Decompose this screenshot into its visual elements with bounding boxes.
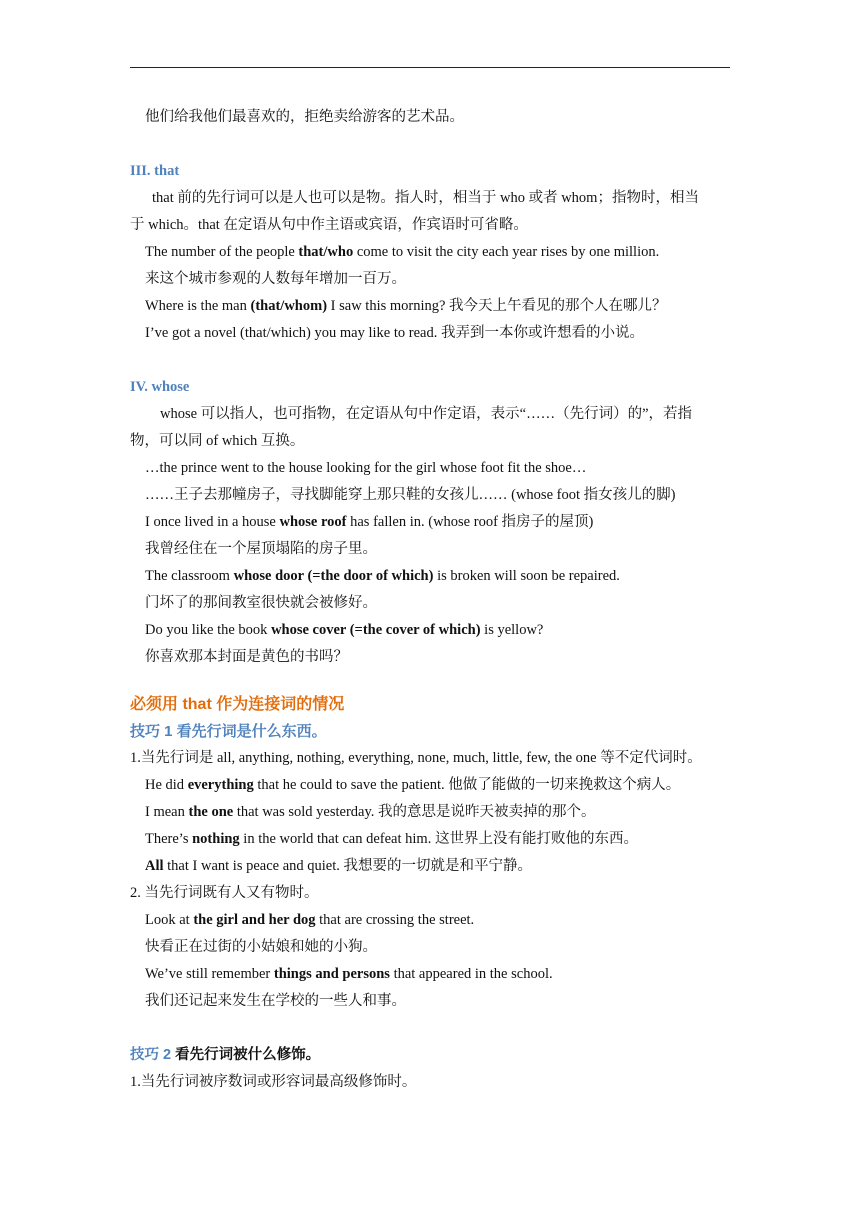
example-line: The classroom whose door (=the door of which) is broken will soon be repaired. xyxy=(145,568,620,584)
example-line: The number of the people that/who come to visit the city each year rises by one million. xyxy=(145,244,660,260)
example-line: There’s nothing in the world that can defeat him. 这世界上没有能打败他的东西。 xyxy=(145,831,638,847)
example-line: Do you like the book whose cover (=the cover of which) is yellow? xyxy=(145,622,544,638)
translation-line: 你喜欢那本封面是黄色的书吗？ xyxy=(145,649,348,665)
paragraph-whose-desc: whose 可以指人，也可指物，在定语从句中作定语，表示“……（先行词）的”，若指 xyxy=(160,406,693,422)
example-line: …the prince went to the house looking for the girl whose foot fit the shoe… xyxy=(145,460,587,476)
section-heading-must-that: 必须用 that 作为连接词的情况 xyxy=(130,696,345,713)
example-line: All that I want is peace and quiet. 我想要的一切就是和平宁静。 xyxy=(145,858,533,874)
example-line: He did everything that he could to save the patient. 他做了能做的一切来挽救这个病人。 xyxy=(145,777,681,793)
list-item: 1.当先行词被序数词或形容词最高级修饰时。 xyxy=(130,1074,417,1090)
example-line: Look at the girl and her dog that are crossing the street. xyxy=(145,912,475,928)
paragraph-that-desc: that 前的先行词可以是人也可以是物。指人时，相当于 who 或者 whom；指物时，相当 xyxy=(152,190,699,206)
translation-line: ……王子去那幢房子，寻找脚能穿上那只鞋的女孩儿…… (whose foot 指女孩儿的脚) xyxy=(145,487,676,503)
translation-line: 我们还记起来发生在学校的一些人和事。 xyxy=(145,993,406,1009)
list-item: 1.当先行词是 all, anything, nothing, everything, none, much, little, few, the one 等不定代词时。 xyxy=(130,750,702,766)
translation-line: 我曾经住在一个屋顶塌陷的房子里。 xyxy=(145,541,377,557)
example-line: I’ve got a novel (that/which) you may like to read. 我弄到一本你或许想看的小说。 xyxy=(145,325,644,341)
list-item: 2. 当先行词既有人又有物时。 xyxy=(130,885,319,901)
section-heading-whose: IV. whose xyxy=(130,379,190,395)
section-heading-that: III. that xyxy=(130,163,180,179)
document-body xyxy=(130,104,730,1096)
header-rule xyxy=(130,67,730,68)
example-line: We’ve still remember things and persons that appeared in the school. xyxy=(145,966,553,982)
translation-line: 来这个城市参观的人数每年增加一百万。 xyxy=(145,271,406,287)
translation-line: 门坏了的那间教室很快就会被修好。 xyxy=(145,595,377,611)
example-line: Where is the man (that/whom) I saw this morning? 我今天上午看见的那个人在哪儿？ xyxy=(145,298,667,314)
example-line: I once lived in a house whose roof has fallen in. (whose roof 指房子的屋顶) xyxy=(145,514,594,530)
tip-heading-2: 技巧 2 看先行词被什么修饰。 xyxy=(130,1047,321,1063)
tip-heading-1: 技巧 1 看先行词是什么东西。 xyxy=(130,723,327,740)
translation-line: 快看正在过街的小姑娘和她的小狗。 xyxy=(145,939,377,955)
example-line: I mean the one that was sold yesterday. 我的意思是说昨天被卖掉的那个。 xyxy=(145,804,596,820)
paragraph-whose-desc-cont: 物，可以同 of which 互换。 xyxy=(130,433,305,449)
paragraph-that-desc-cont: 于 which。that 在定语从句中作主语或宾语，作宾语时可省略。 xyxy=(130,217,528,233)
text-line: 他们给我他们最喜欢的，拒绝卖给游客的艺术品。 xyxy=(145,109,464,125)
